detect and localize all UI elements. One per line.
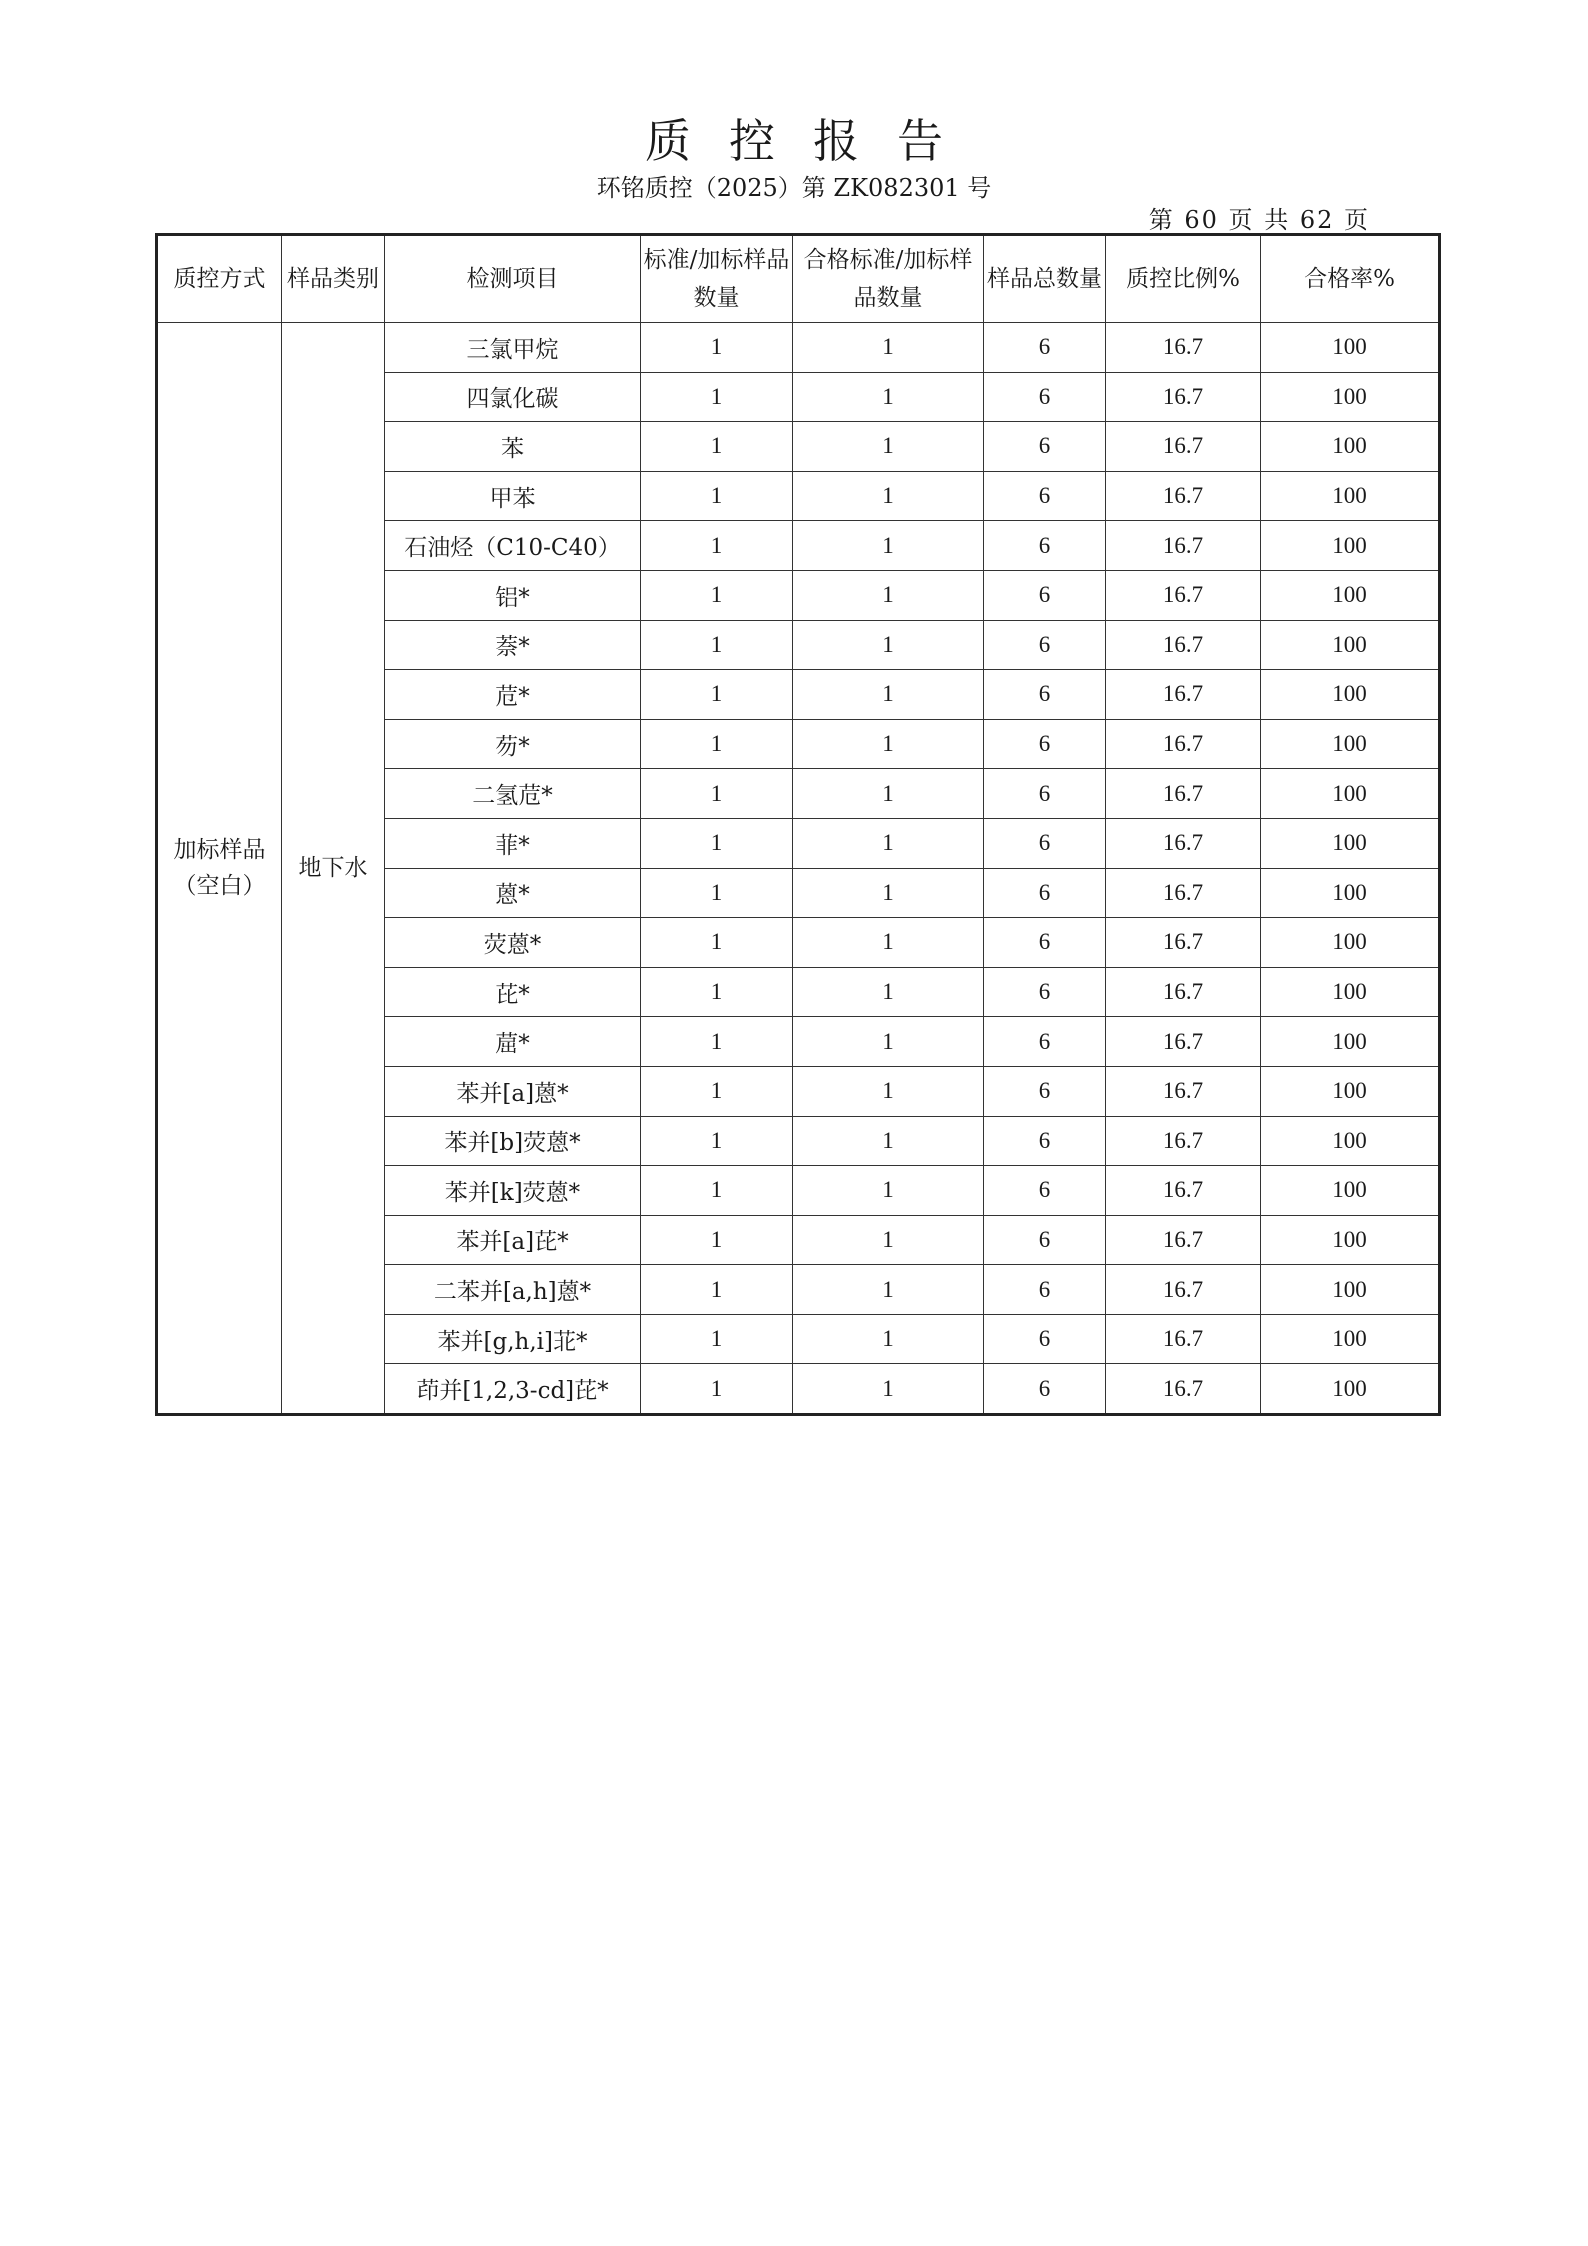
qc-table <box>155 233 1441 1416</box>
total-count-cell: 6 <box>984 868 1106 918</box>
test-item-cell: 芘* <box>385 967 641 1017</box>
col-header-pass-rate: 合格率% <box>1261 235 1440 323</box>
pass-count-cell: 1 <box>793 1017 984 1067</box>
std-count-cell: 1 <box>641 471 793 521</box>
total-count-cell: 6 <box>984 471 1106 521</box>
test-item-cell: 苯并[b]荧蒽* <box>385 1116 641 1166</box>
test-item-cell: 苯并[a]芘* <box>385 1215 641 1265</box>
pass-count-cell: 1 <box>793 868 984 918</box>
std-count-cell: 1 <box>641 1116 793 1166</box>
pass-count-cell: 1 <box>793 570 984 620</box>
pass-rate-cell: 100 <box>1261 471 1440 521</box>
test-item-cell: 苯 <box>385 422 641 472</box>
total-count-cell: 6 <box>984 1314 1106 1364</box>
pass-rate-cell: 100 <box>1261 1265 1440 1315</box>
pass-count-cell: 1 <box>793 521 984 571</box>
test-item-cell: 三氯甲烷 <box>385 323 641 373</box>
std-count-cell: 1 <box>641 323 793 373</box>
qc-ratio-cell: 16.7 <box>1106 1265 1261 1315</box>
qc-ratio-cell: 16.7 <box>1106 818 1261 868</box>
pass-count-cell: 1 <box>793 471 984 521</box>
test-item-cell: 苯并[g,h,i]苝* <box>385 1314 641 1364</box>
qc-ratio-cell: 16.7 <box>1106 323 1261 373</box>
std-count-cell: 1 <box>641 1364 793 1415</box>
pass-count-cell: 1 <box>793 719 984 769</box>
test-item-cell: 苊* <box>385 670 641 720</box>
qc-ratio-cell: 16.7 <box>1106 769 1261 819</box>
qc-ratio-cell: 16.7 <box>1106 570 1261 620</box>
pass-rate-cell: 100 <box>1261 372 1440 422</box>
std-count-cell: 1 <box>641 818 793 868</box>
qc-method-cell: 加标样品（空白） <box>157 323 282 1415</box>
total-count-cell: 6 <box>984 670 1106 720</box>
pass-count-cell: 1 <box>793 1116 984 1166</box>
pass-count-cell: 1 <box>793 1265 984 1315</box>
test-item-cell: 萘* <box>385 620 641 670</box>
total-count-cell: 6 <box>984 620 1106 670</box>
qc-ratio-cell: 16.7 <box>1106 719 1261 769</box>
std-count-cell: 1 <box>641 670 793 720</box>
std-count-cell: 1 <box>641 1166 793 1216</box>
pass-rate-cell: 100 <box>1261 422 1440 472</box>
pass-rate-cell: 100 <box>1261 818 1440 868</box>
qc-ratio-cell: 16.7 <box>1106 918 1261 968</box>
qc-ratio-cell: 16.7 <box>1106 372 1261 422</box>
qc-ratio-cell: 16.7 <box>1106 1066 1261 1116</box>
test-item-cell: 蒽* <box>385 868 641 918</box>
col-header-qc-method: 质控方式 <box>157 235 282 323</box>
total-count-cell: 6 <box>984 719 1106 769</box>
test-item-cell: 芴* <box>385 719 641 769</box>
test-item-cell: 菲* <box>385 818 641 868</box>
total-count-cell: 6 <box>984 1166 1106 1216</box>
total-count-cell: 6 <box>984 1265 1106 1315</box>
pass-rate-cell: 100 <box>1261 967 1440 1017</box>
col-header-qc-ratio: 质控比例% <box>1106 235 1261 323</box>
pass-count-cell: 1 <box>793 620 984 670</box>
test-item-cell: 四氯化碳 <box>385 372 641 422</box>
pass-rate-cell: 100 <box>1261 1314 1440 1364</box>
pass-count-cell: 1 <box>793 670 984 720</box>
qc-ratio-cell: 16.7 <box>1106 422 1261 472</box>
page-indicator: 第 60 页 共 62 页 <box>1148 206 1370 234</box>
test-item-cell: 苯并[a]蒽* <box>385 1066 641 1116</box>
pass-count-cell: 1 <box>793 1066 984 1116</box>
pass-count-cell: 1 <box>793 1364 984 1415</box>
total-count-cell: 6 <box>984 372 1106 422</box>
qc-ratio-cell: 16.7 <box>1106 1215 1261 1265</box>
std-count-cell: 1 <box>641 719 793 769</box>
test-item-cell: 甲苯 <box>385 471 641 521</box>
std-count-cell: 1 <box>641 1017 793 1067</box>
pass-count-cell: 1 <box>793 422 984 472</box>
pass-rate-cell: 100 <box>1261 1215 1440 1265</box>
col-header-std-count: 标准/加标样品数量 <box>641 235 793 323</box>
report-title: 质控报告 <box>645 114 981 168</box>
qc-ratio-cell: 16.7 <box>1106 868 1261 918</box>
col-header-total-count: 样品总数量 <box>984 235 1106 323</box>
test-item-cell: 铝* <box>385 570 641 620</box>
total-count-cell: 6 <box>984 1215 1106 1265</box>
std-count-cell: 1 <box>641 868 793 918</box>
total-count-cell: 6 <box>984 1116 1106 1166</box>
pass-count-cell: 1 <box>793 918 984 968</box>
test-item-cell: 䓛* <box>385 1017 641 1067</box>
std-count-cell: 1 <box>641 1066 793 1116</box>
pass-count-cell: 1 <box>793 1215 984 1265</box>
col-header-test-item: 检测项目 <box>385 235 641 323</box>
pass-rate-cell: 100 <box>1261 323 1440 373</box>
pass-rate-cell: 100 <box>1261 868 1440 918</box>
sample-type-cell: 地下水 <box>282 323 385 1415</box>
pass-count-cell: 1 <box>793 323 984 373</box>
pass-rate-cell: 100 <box>1261 1017 1440 1067</box>
pass-count-cell: 1 <box>793 769 984 819</box>
pass-rate-cell: 100 <box>1261 1364 1440 1415</box>
pass-count-cell: 1 <box>793 967 984 1017</box>
std-count-cell: 1 <box>641 769 793 819</box>
std-count-cell: 1 <box>641 521 793 571</box>
qc-ratio-cell: 16.7 <box>1106 1166 1261 1216</box>
total-count-cell: 6 <box>984 1017 1106 1067</box>
total-count-cell: 6 <box>984 1364 1106 1415</box>
qc-ratio-cell: 16.7 <box>1106 1314 1261 1364</box>
total-count-cell: 6 <box>984 818 1106 868</box>
col-header-sample-type: 样品类别 <box>282 235 385 323</box>
std-count-cell: 1 <box>641 1314 793 1364</box>
test-item-cell: 苯并[k]荧蒽* <box>385 1166 641 1216</box>
qc-ratio-cell: 16.7 <box>1106 967 1261 1017</box>
total-count-cell: 6 <box>984 967 1106 1017</box>
total-count-cell: 6 <box>984 769 1106 819</box>
test-item-cell: 荧蒽* <box>385 918 641 968</box>
test-item-cell: 二苯并[a,h]蒽* <box>385 1265 641 1315</box>
std-count-cell: 1 <box>641 620 793 670</box>
total-count-cell: 6 <box>984 521 1106 571</box>
pass-count-cell: 1 <box>793 372 984 422</box>
total-count-cell: 6 <box>984 323 1106 373</box>
test-item-cell: 石油烃（C10-C40） <box>385 521 641 571</box>
pass-count-cell: 1 <box>793 1314 984 1364</box>
pass-count-cell: 1 <box>793 818 984 868</box>
pass-count-cell: 1 <box>793 1166 984 1216</box>
pass-rate-cell: 100 <box>1261 918 1440 968</box>
qc-ratio-cell: 16.7 <box>1106 1017 1261 1067</box>
qc-ratio-cell: 16.7 <box>1106 670 1261 720</box>
pass-rate-cell: 100 <box>1261 1066 1440 1116</box>
std-count-cell: 1 <box>641 372 793 422</box>
total-count-cell: 6 <box>984 570 1106 620</box>
col-header-pass-count: 合格标准/加标样品数量 <box>793 235 984 323</box>
test-item-cell: 二氢苊* <box>385 769 641 819</box>
pass-rate-cell: 100 <box>1261 521 1440 571</box>
pass-rate-cell: 100 <box>1261 670 1440 720</box>
qc-ratio-cell: 16.7 <box>1106 471 1261 521</box>
std-count-cell: 1 <box>641 967 793 1017</box>
std-count-cell: 1 <box>641 1265 793 1315</box>
table-row <box>157 323 1440 373</box>
std-count-cell: 1 <box>641 918 793 968</box>
std-count-cell: 1 <box>641 1215 793 1265</box>
pass-rate-cell: 100 <box>1261 769 1440 819</box>
document-number: 环铭质控（2025）第 ZK082301 号 <box>596 174 992 202</box>
qc-ratio-cell: 16.7 <box>1106 521 1261 571</box>
pass-rate-cell: 100 <box>1261 1116 1440 1166</box>
test-item-cell: 茚并[1,2,3-cd]芘* <box>385 1364 641 1415</box>
std-count-cell: 1 <box>641 570 793 620</box>
pass-rate-cell: 100 <box>1261 1166 1440 1216</box>
total-count-cell: 6 <box>984 422 1106 472</box>
pass-rate-cell: 100 <box>1261 570 1440 620</box>
qc-ratio-cell: 16.7 <box>1106 1116 1261 1166</box>
table-header-row <box>157 235 1440 323</box>
qc-ratio-cell: 16.7 <box>1106 1364 1261 1415</box>
qc-ratio-cell: 16.7 <box>1106 620 1261 670</box>
total-count-cell: 6 <box>984 918 1106 968</box>
pass-rate-cell: 100 <box>1261 620 1440 670</box>
std-count-cell: 1 <box>641 422 793 472</box>
pass-rate-cell: 100 <box>1261 719 1440 769</box>
total-count-cell: 6 <box>984 1066 1106 1116</box>
